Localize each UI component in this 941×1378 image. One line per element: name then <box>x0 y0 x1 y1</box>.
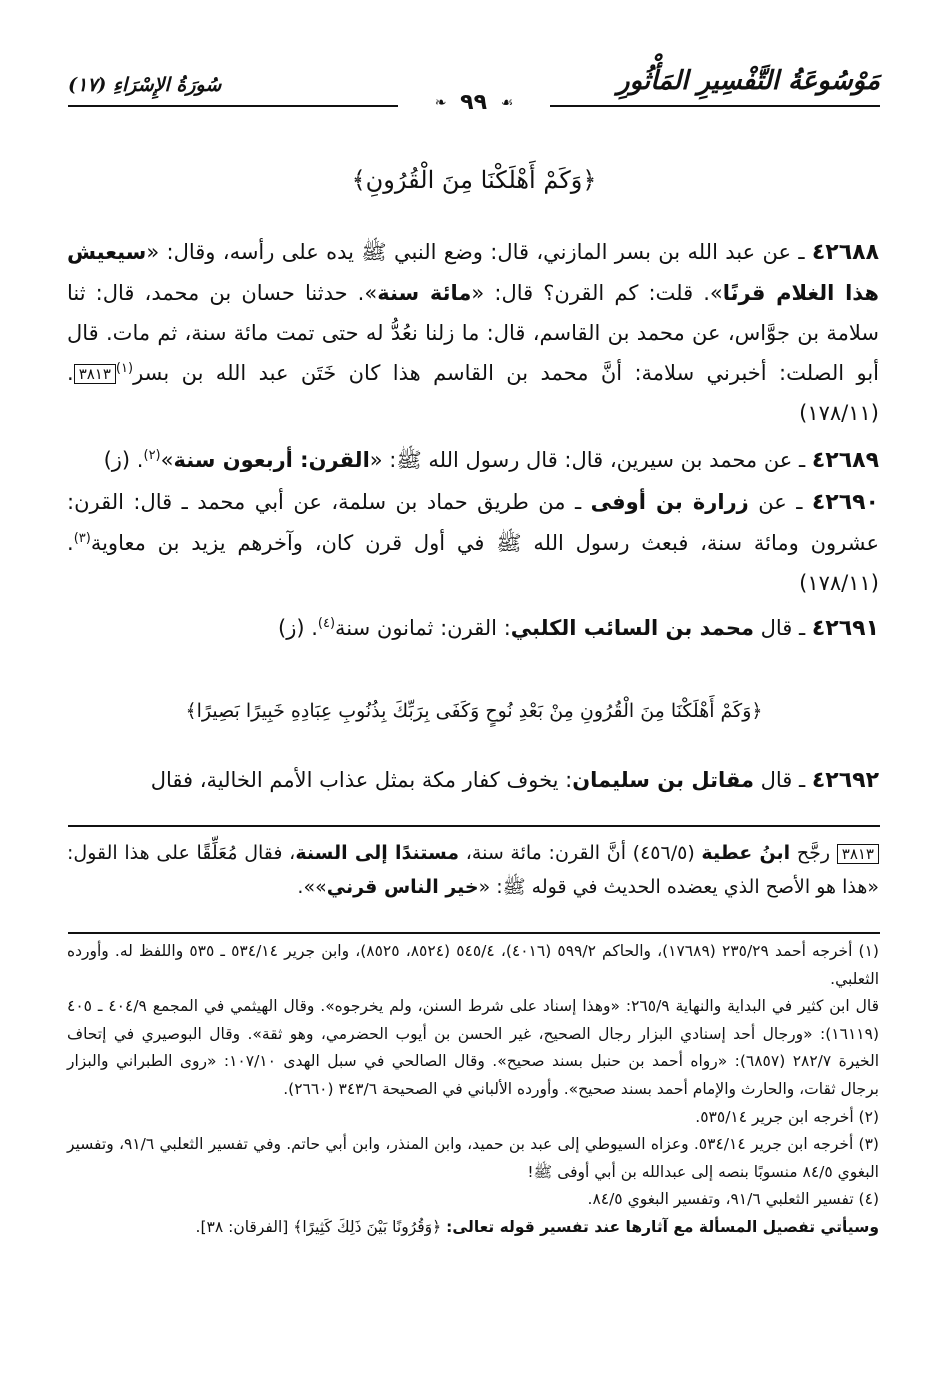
comment-emphasis: مستندًا إلى السنة <box>295 842 460 864</box>
narration-42692 <box>67 760 879 801</box>
right-ornament-icon: ☙ <box>500 95 514 111</box>
narration-text: : يخوف كفار مكة بمثل عذاب الأمم الخالية، فقال <box>150 768 573 792</box>
dash: ـ <box>792 768 812 792</box>
footnote-1-grading: قال ابن كثير في البداية والنهاية ٢٦٥/٩: «وهذا إسناد على شرط السنن، ولم يخرجوه». وقال الهيثمي في المجمع ٤٠٤/٩ ـ ٤٠٥ (١٦١١٩): «ورجال أحد إسنادي البزار رجال الصحيح، غير الحسن بن أيوب الحضرمي، وهو ثقة». وقال البوصيري في إتحاف الخيرة ٢٨٢/٧ (٦٨٥٧): «رواه أحمد بن حنبل بسند صحيح». وقال الصالحي في سبل الهدى ١٠٧/١٠: «روى الطبراني والبزار برجال ثقات، والحارث والإمام أحمد بسند صحيح». وأورده الألباني في الصحيحة ٣٤٣/٦ (٢٦٦٠). <box>67 997 880 1098</box>
final-note-lead: وسيأتي تفصيل المسألة مع آثارها عند تفسير قوله تعالى: <box>446 1217 879 1236</box>
header-rule-left <box>68 105 398 107</box>
narration-42689 <box>67 440 879 481</box>
page-number-row <box>68 90 880 115</box>
hadith-quote: القرن: أربعون سنة <box>173 448 370 472</box>
dash: ـ <box>786 490 812 514</box>
left-ornament-icon: ❧ <box>434 95 447 111</box>
narration-text: قال <box>753 768 793 792</box>
narration-42690 <box>67 482 879 603</box>
footnote-3: (٣) أخرجه ابن جرير ٥٣٤/١٤. وعزاه السيوطي إلى عبد بن حميد، وابن المنذر، وابن أبي حاتم. وفي تفسير الثعلبي ٩١/٦، وتفسير البغوي ٨٤/٥ منسوبًا بنصه إلى عبدالله بن أبي أوفى ﷺ! <box>67 1135 879 1181</box>
volume-ref: . (١٧٨/١١) <box>67 531 879 595</box>
hadith-quote: مائة سنة <box>377 281 472 305</box>
narration-number: ٤٢٦٨٩ <box>811 448 879 473</box>
narration-number: ٤٢٦٩٢ <box>811 768 879 793</box>
comment-ref-box: ٣٨١٣ <box>74 364 116 384</box>
dash: ـ <box>791 240 812 264</box>
narration-number: ٤٢٦٩٠ <box>811 490 879 515</box>
narration-number: ٤٢٦٨٨ <box>811 240 879 265</box>
final-note-ref: [الفرقان: ٣٨]. <box>195 1217 289 1236</box>
footnote-marker: (١) <box>115 361 134 376</box>
narration-42688 <box>67 232 879 433</box>
dash: ـ <box>792 448 812 472</box>
narration-text: قال <box>753 616 793 640</box>
narration-text: : القرن: ثمانون سنة <box>335 616 511 640</box>
hadith-quote: سيعيش هذا الغلام قرنًا <box>67 240 879 305</box>
footnotes <box>67 938 879 1242</box>
narration-text: ». قلت: كم القرن؟ قال: « <box>471 281 723 305</box>
verse-heading-1: ﴿وَكَمْ أَهْلَكْنَا مِنَ الْقُرُونِ﴾ <box>351 166 597 194</box>
footnote-separator <box>68 932 880 934</box>
book-title: مَوْسُوعَةُ التَّفْسِيرِ المَأْثُورِ <box>617 66 880 96</box>
narrator-name: محمد بن السائب الكلبي <box>510 616 754 640</box>
comment-text: (٤٥٦/٥) أنَّ القرن: مائة سنة، <box>459 842 702 864</box>
narration-text: » <box>160 448 174 472</box>
narration-42691 <box>67 608 879 649</box>
surah-label: سُورَةُ الإِسْرَاءِ (١٧) <box>68 74 222 96</box>
narration-text: ـ من طريق حماد بن سلمة، عن أبي محمد ـ قال: القرن: عشرون ومائة سنة، فبعث رسول الله ﷺ في أول قرن كان، وآخرهم يزيد بن معاوية <box>67 490 879 555</box>
section-separator <box>68 825 880 827</box>
dash: ـ <box>792 616 812 640</box>
final-note-verse: ﴿وَقُرُونًا بَيْنَ ذَلِكَ كَثِيرًا﴾ <box>288 1217 447 1236</box>
footnote-4: (٤) تفسير الثعلبي ٩١/٦، وتفسير البغوي ٨٤/٥. <box>587 1190 879 1209</box>
hadith-quote: خير الناس قرني <box>326 876 479 898</box>
volume-ref: . (١٧٨/١١) <box>67 361 879 425</box>
footnote-2: (٢) أخرجه ابن جرير ٥٣٥/١٤. <box>695 1107 879 1126</box>
comment-text: »». <box>297 876 327 898</box>
narration-text: ». حدثنا حسان بن محمد، قال: ثنا سلامة بن جوَّاس، عن محمد بن القاسم، قال: ما زلنا نعُدُّ له حتى تمت مائة سنة، ثم مات. قال أبو الصلت: أخبرني سلامة: أنَّ محمد بن القاسم هذا كان خَتَن عبد الله بن بسر <box>67 281 879 385</box>
commentary-3813 <box>67 836 879 904</box>
footnote-marker: (٣) <box>73 531 91 546</box>
footnote-1: (١) أخرجه أحمد ٢٣٥/٢٩ (١٧٦٨٩)، والحاكم ٥٩٩/٢ (٤٠١٦)، ٥٤٥/٤ (٨٥٢٤، ٨٥٢٥)، وابن جرير ٥٣٤/١٤ ـ ٥٣٥ واللفظ له. وأورده الثعلبي. <box>67 942 879 988</box>
running-header <box>68 64 880 115</box>
comment-text: رجَّح <box>790 842 837 864</box>
page-number: ٩٩ <box>460 90 488 115</box>
narration-text: عن محمد بن سيرين، قال: قال رسول الله ﷺ: « <box>369 448 793 472</box>
scholar-name: ابنُ عطية <box>701 842 791 864</box>
header-rule-right <box>550 105 880 107</box>
narration-number: ٤٢٦٩١ <box>811 616 879 641</box>
footnote-marker: (٤) <box>317 616 336 631</box>
final-note <box>67 1214 879 1242</box>
verse-heading-2: ﴿وَكَمْ أَهْلَكْنَا مِنَ الْقُرُونِ مِنْ بَعْدِ نُوحٍ وَكَفَى بِرَبِّكَ بِذُنُوبِ عِبَادِهِ خَبِيرًا بَصِيرًا﴾ <box>185 700 763 722</box>
narration-text: عن عبد الله بن بسر المازني، قال: وضع النبي ﷺ يده على رأسه، وقال: « <box>146 240 791 264</box>
comment-text: ، فقال مُعَلِّقًا على هذا القول: «هذا هو الأصح الذي يعضده الحديث في قوله ﷺ: « <box>67 842 879 898</box>
volume-ref: . (ز) <box>103 448 144 472</box>
comment-number-box: ٣٨١٣ <box>837 844 879 864</box>
footnote-marker: (٢) <box>143 448 161 463</box>
narrator-name: مقاتل بن سليمان <box>572 768 754 792</box>
narrator-name: زرارة بن أوفى <box>590 490 749 514</box>
volume-ref: . (ز) <box>278 616 318 640</box>
narration-text: عن <box>748 490 787 514</box>
